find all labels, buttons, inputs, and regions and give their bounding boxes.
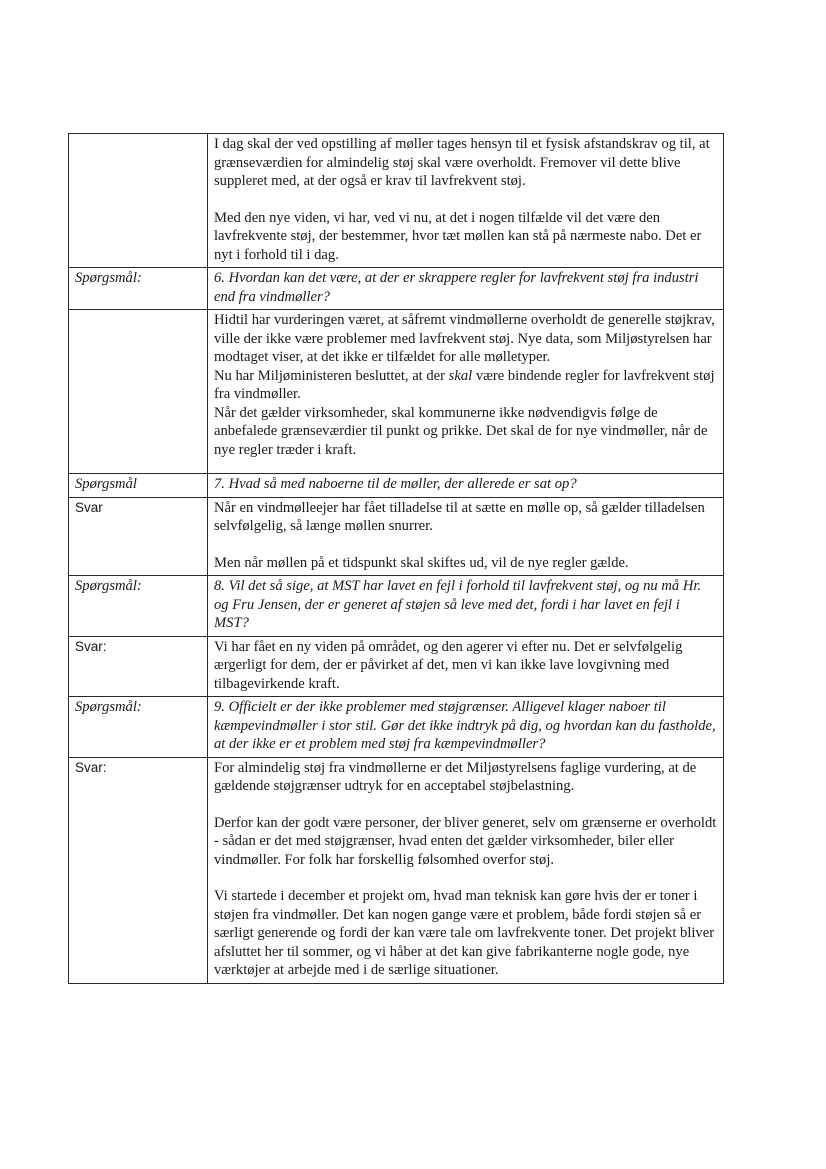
answer-paragraph: Når det gælder virksomheder, skal kommunerne ikke nødvendigvis følge de anbefalede grænseværdier til punkt og prikke. Det skal de for nye vindmøller, når de nye regler træder i kraft. [214,404,708,458]
qa-document [68,133,724,984]
answer-paragraph: Derfor kan der godt være personer, der bliver generet, selv om grænserne er overholdt - sådan er det med støjgrænser, hvad enten det gælder virksomheder, biler eller vindmøller. For folk har forskellig følsomhed overfor støj. [214,814,717,868]
row-content-cell [208,134,724,268]
answer-paragraph: Men når møllen på et tidspunkt skal skiftes ud, vil de nye regler gælde. [214,554,629,571]
answer-label: Svar: [75,759,107,775]
minister-text-after: være bindende regler for lavfrekvent støj fra vindmøller. [214,367,715,402]
row-label-cell [69,636,208,697]
answer-paragraph: Med den nye viden, vi har, ved vi nu, at det i nogen tilfælde vil det være den lavfrekvente støj, der bestemmer, hvor tæt møllen kan stå på nærmeste nabo. Det er nyt i forhold til i dag. [214,209,702,263]
row-label-cell [69,310,208,474]
answer-paragraph: Vi har fået en ny viden på området, og den agerer vi efter nu. Det er selvfølgelig ærgerligt for dem, der er påvirket af det, men vi kan ikke lave lovgivning med tilbagevirkende kraft. [214,638,683,692]
answer-paragraph: Når en vindmølleejer har fået tilladelse til at sætte en mølle op, så gælder tilladelsen selvfølgelig, så længe møllen snurrer. [214,499,705,534]
answer-paragraph: Hidtil har vurderingen været, at såfremt vindmøllerne overholdt de generelle støjkrav, ville der ikke være problemer med lavfrekvent støj. Nye data, som Miljøstyrelsen har modtaget viser, at det ikke er tilfældet for alle mølletyper. [214,312,715,365]
row-label-cell [69,697,208,758]
row-label-cell [69,757,208,983]
row-content-cell [208,757,724,983]
row-content-cell [208,576,724,637]
table-row [69,757,724,983]
answer-paragraph: Vi startede i december et projekt om, hvad man teknisk kan gøre hvis der er toner i støjen fra vindmøller. Det kan nogen gange være et problem, både fordi støjen så er særligt generende og fordi der kan være tale om lavfrekvente toner. Det projekt bliver afsluttet her til sommer, og vi håber at det kan give fabrikanterne nogle gode, nye værktøjer at arbejde med i de særlige situationer. [214,888,715,978]
row-content-cell [208,474,724,498]
table-row [69,268,724,310]
row-label-cell [69,576,208,637]
table-row [69,134,724,268]
table-row [69,636,724,697]
answer-paragraph-minister [214,367,717,404]
minister-text-emphasis: skal [448,367,473,384]
answer-paragraph: I dag skal der ved opstilling af møller tages hensyn til et fysisk afstandskrav og til, at grænseværdien for almindelig støj skal være overholdt. Fremover vil dette blive suppleret med, at der også er krav til lavfrekvent støj. [214,136,710,189]
answer-label: Svar: [75,638,107,654]
row-label-cell [69,497,208,576]
row-label-cell [69,134,208,268]
question-label: Spørgsmål: [75,699,142,715]
minister-text-before: Nu har Miljøministeren besluttet, at der [214,367,449,384]
row-label-cell [69,268,208,310]
row-content-cell [208,636,724,697]
table-row [69,474,724,498]
table-row [69,697,724,758]
question-label: Spørgsmål [75,476,137,492]
question-text: 9. Officielt er der ikke problemer med støjgrænser. Alligevel klager naboer til kæmpevindmøller i stor stil. Gør det ikke indtryk på dig, og hvordan kan du fastholde, at der ikke er et problem med støj fra kæmpevindmøller? [214,699,716,752]
row-content-cell [208,268,724,310]
row-content-cell [208,697,724,758]
answer-paragraph: For almindelig støj fra vindmøllerne er det Miljøstyrelsens faglige vurdering, at de gældende støjgrænser udtryk for en acceptabel støjbelastning. [214,759,697,794]
table-row [69,497,724,576]
answer-label: Svar [75,499,103,515]
row-content-cell [208,310,724,474]
question-text: 8. Vil det så sige, at MST har lavet en fejl i forhold til lavfrekvent støj, og nu må Hr. og Fru Jensen, der er generet af støjen så leve med det, fordi i har lavet en fejl i MST? [214,578,702,631]
qa-table [68,133,724,984]
table-row [69,576,724,637]
question-label: Spørgsmål: [75,578,142,594]
table-row [69,310,724,474]
row-label-cell [69,474,208,498]
question-text: 6. Hvordan kan det være, at der er skrappere regler for lavfrekvent støj fra industri end fra vindmøller? [214,270,699,305]
question-label: Spørgsmål: [75,270,142,286]
question-text: 7. Hvad så med naboerne til de møller, der allerede er sat op? [214,476,577,492]
row-content-cell [208,497,724,576]
